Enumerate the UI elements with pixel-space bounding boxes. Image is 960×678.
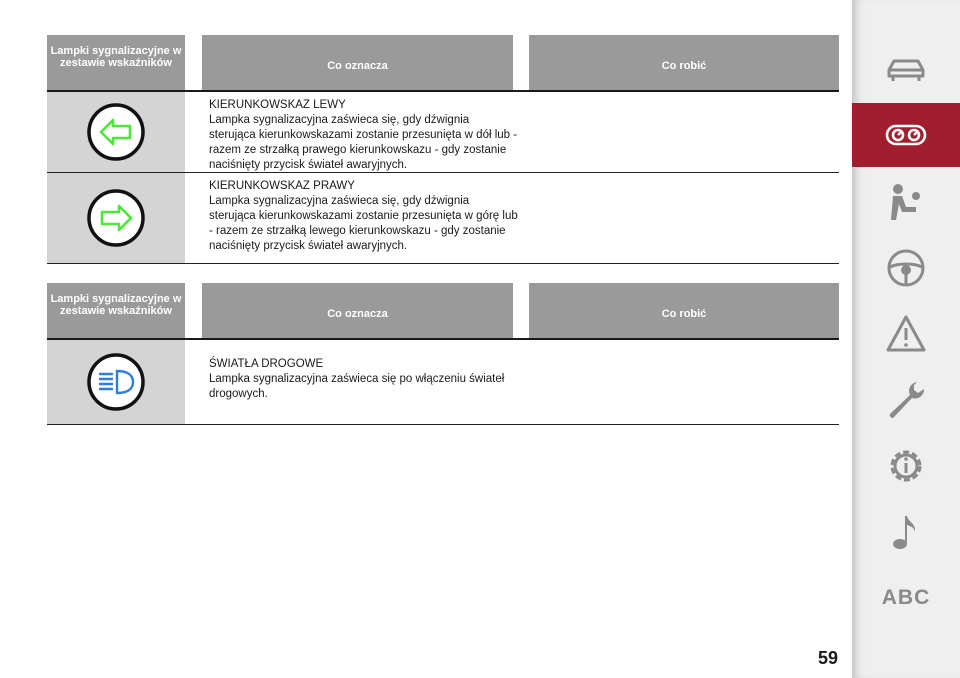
header-action: Co robić bbox=[529, 35, 839, 90]
warning-triangle-icon bbox=[884, 312, 928, 356]
chapter-sidebar bbox=[852, 0, 960, 678]
sidebar-item-maintenance[interactable] bbox=[852, 434, 960, 498]
header-lamp: Lampki sygnalizacyjne w zestawie wskaźników bbox=[47, 35, 185, 90]
sidebar-item-multimedia[interactable] bbox=[852, 500, 960, 564]
left-turn-arrow-icon bbox=[86, 102, 146, 162]
table-row bbox=[47, 340, 839, 425]
sidebar-item-emergency[interactable] bbox=[852, 368, 960, 432]
lamp-title: ŚWIATŁA DROGOWE bbox=[209, 358, 324, 370]
page-number: 59 bbox=[818, 648, 839, 668]
lamp-icon-cell bbox=[47, 173, 185, 263]
lamp-description bbox=[209, 179, 519, 254]
dashboard-icon bbox=[884, 113, 928, 157]
lamp-icon-cell bbox=[47, 92, 185, 172]
warning-lights-table-2 bbox=[47, 283, 839, 425]
table-row bbox=[47, 173, 839, 264]
abc-index-label: ABC bbox=[881, 586, 931, 609]
table-header bbox=[47, 283, 839, 338]
lamp-description bbox=[209, 357, 519, 402]
sidebar-item-safety[interactable] bbox=[852, 170, 960, 234]
lamp-icon-cell bbox=[47, 340, 185, 424]
info-gear-icon bbox=[884, 444, 928, 488]
music-note-icon bbox=[884, 510, 928, 554]
lamp-text: Lampka sygnalizacyjna zaświeca się, gdy dźwignia sterująca kierunkowskazami zostanie przesunięta w dół lub - razem ze strzałką prawego kierunkowskazu - gdy zostanie naciśnięty przycisk świateł awaryjnych. bbox=[209, 114, 518, 171]
sidebar-item-driving[interactable] bbox=[852, 236, 960, 300]
high-beam-icon bbox=[86, 352, 146, 412]
table-row bbox=[47, 92, 839, 173]
lamp-title: KIERUNKOWSKAZ LEWY bbox=[209, 99, 346, 111]
lamp-title: KIERUNKOWSKAZ PRAWY bbox=[209, 180, 355, 192]
lamp-description bbox=[209, 98, 519, 173]
header-meaning: Co oznacza bbox=[202, 35, 513, 90]
wrench-icon bbox=[884, 378, 928, 422]
lamp-text: Lampka sygnalizacyjna zaświeca się po włączeniu świateł drogowych. bbox=[209, 373, 505, 400]
sidebar-item-car[interactable] bbox=[852, 38, 960, 102]
steering-wheel-icon bbox=[884, 246, 928, 290]
warning-lights-table-1 bbox=[47, 35, 839, 263]
sidebar-item-warnings[interactable] bbox=[852, 302, 960, 366]
sidebar-item-dashboard[interactable] bbox=[852, 103, 960, 167]
sidebar-item-index[interactable] bbox=[852, 566, 960, 630]
lamp-text: Lampka sygnalizacyjna zaświeca się, gdy dźwignia sterująca kierunkowskazami zostanie przesunięta w górę lub - razem ze strzałką lewego kierunkowskazu - gdy zostanie naciśnięty przycisk świateł awaryjnych. bbox=[209, 195, 518, 252]
car-icon bbox=[884, 48, 928, 92]
header-action: Co robić bbox=[529, 283, 839, 338]
right-turn-arrow-icon bbox=[86, 188, 146, 248]
header-meaning: Co oznacza bbox=[202, 283, 513, 338]
header-lamp: Lampki sygnalizacyjne w zestawie wskaźników bbox=[47, 283, 185, 338]
table-header bbox=[47, 35, 839, 90]
seat-airbag-icon bbox=[884, 180, 928, 224]
